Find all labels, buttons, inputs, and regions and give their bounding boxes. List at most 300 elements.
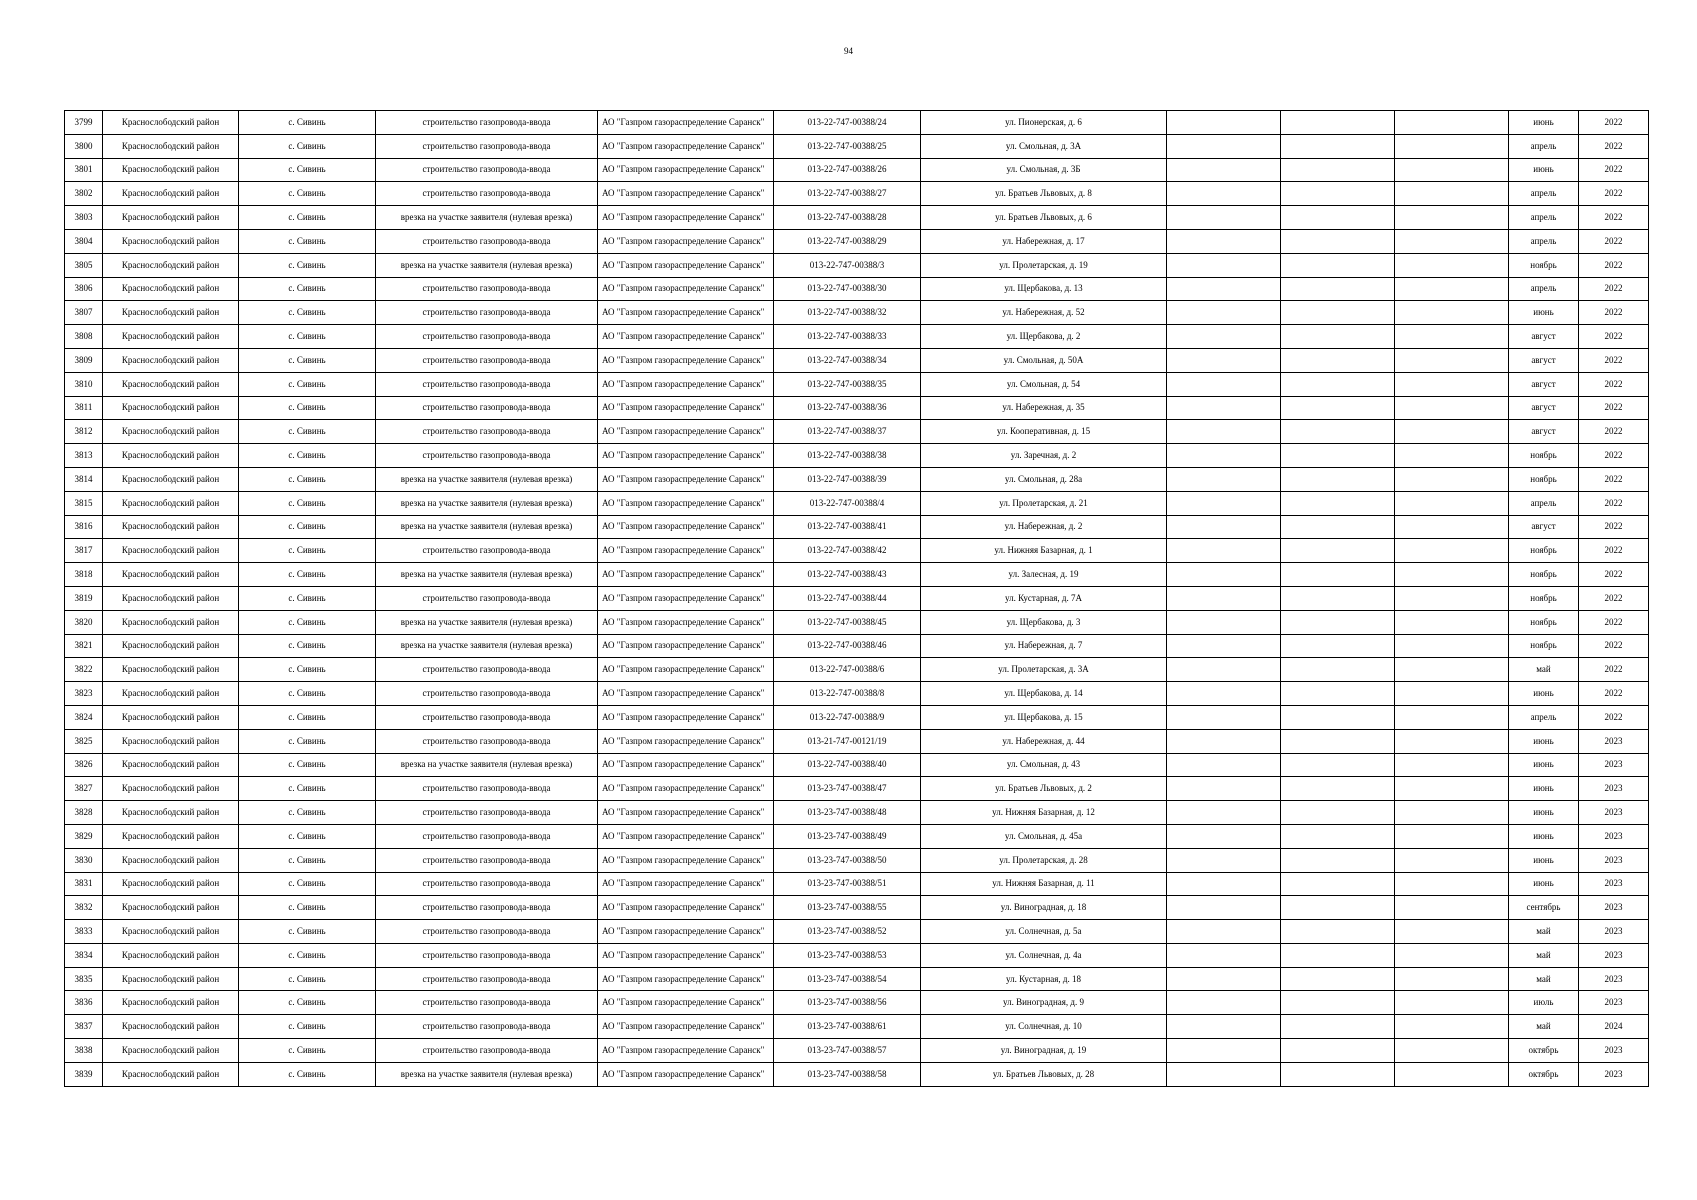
cell-work-type: строительство газопровода-ввода bbox=[376, 801, 598, 825]
cell-year: 2022 bbox=[1579, 563, 1649, 587]
cell-empty-col-3 bbox=[1395, 444, 1509, 468]
cell-empty-col-2 bbox=[1281, 563, 1395, 587]
cell-contract-number: 013-23-747-00388/47 bbox=[774, 777, 921, 801]
cell-empty-col-1 bbox=[1167, 920, 1281, 944]
cell-month: ноябрь bbox=[1509, 444, 1579, 468]
table-row bbox=[65, 586, 1649, 610]
table-body bbox=[65, 111, 1649, 1087]
cell-contract-number: 013-22-747-00388/40 bbox=[774, 753, 921, 777]
cell-empty-col-1 bbox=[1167, 444, 1281, 468]
cell-work-type: строительство газопровода-ввода bbox=[376, 134, 598, 158]
cell-contract-number: 013-22-747-00388/30 bbox=[774, 277, 921, 301]
cell-settlement: с. Сивинь bbox=[239, 111, 376, 135]
cell-contract-number: 013-23-747-00388/58 bbox=[774, 1062, 921, 1086]
table-row bbox=[65, 729, 1649, 753]
cell-row-number: 3819 bbox=[65, 586, 103, 610]
cell-empty-col-1 bbox=[1167, 848, 1281, 872]
cell-district: Краснослободский район bbox=[103, 277, 239, 301]
table-row bbox=[65, 801, 1649, 825]
cell-month: апрель bbox=[1509, 182, 1579, 206]
cell-row-number: 3816 bbox=[65, 515, 103, 539]
cell-empty-col-2 bbox=[1281, 348, 1395, 372]
cell-empty-col-3 bbox=[1395, 253, 1509, 277]
table-row bbox=[65, 658, 1649, 682]
cell-contract-number: 013-23-747-00388/56 bbox=[774, 991, 921, 1015]
cell-empty-col-1 bbox=[1167, 682, 1281, 706]
cell-year: 2022 bbox=[1579, 348, 1649, 372]
cell-empty-col-3 bbox=[1395, 515, 1509, 539]
cell-address: ул. Набережная, д. 7 bbox=[921, 634, 1167, 658]
cell-organization: АО "Газпром газораспределение Саранск" bbox=[598, 491, 774, 515]
cell-district: Краснослободский район bbox=[103, 801, 239, 825]
table-row bbox=[65, 991, 1649, 1015]
table-row bbox=[65, 182, 1649, 206]
cell-year: 2022 bbox=[1579, 682, 1649, 706]
cell-empty-col-1 bbox=[1167, 1015, 1281, 1039]
cell-empty-col-1 bbox=[1167, 586, 1281, 610]
table-row bbox=[65, 515, 1649, 539]
cell-address: ул. Щербакова, д. 14 bbox=[921, 682, 1167, 706]
cell-row-number: 3836 bbox=[65, 991, 103, 1015]
cell-empty-col-1 bbox=[1167, 1039, 1281, 1063]
cell-address: ул. Заречная, д. 2 bbox=[921, 444, 1167, 468]
cell-empty-col-3 bbox=[1395, 491, 1509, 515]
cell-contract-number: 013-22-747-00388/9 bbox=[774, 705, 921, 729]
cell-empty-col-2 bbox=[1281, 277, 1395, 301]
cell-contract-number: 013-23-747-00388/54 bbox=[774, 967, 921, 991]
cell-month: июль bbox=[1509, 991, 1579, 1015]
cell-contract-number: 013-23-747-00388/57 bbox=[774, 1039, 921, 1063]
cell-empty-col-1 bbox=[1167, 182, 1281, 206]
cell-empty-col-3 bbox=[1395, 729, 1509, 753]
cell-settlement: с. Сивинь bbox=[239, 610, 376, 634]
cell-organization: АО "Газпром газораспределение Саранск" bbox=[598, 467, 774, 491]
cell-address: ул. Нижняя Базарная, д. 11 bbox=[921, 872, 1167, 896]
cell-district: Краснослободский район bbox=[103, 610, 239, 634]
cell-work-type: врезка на участке заявителя (нулевая врезка) bbox=[376, 253, 598, 277]
cell-district: Краснослободский район bbox=[103, 372, 239, 396]
cell-year: 2022 bbox=[1579, 586, 1649, 610]
cell-settlement: с. Сивинь bbox=[239, 467, 376, 491]
cell-settlement: с. Сивинь bbox=[239, 348, 376, 372]
cell-empty-col-2 bbox=[1281, 896, 1395, 920]
table-row bbox=[65, 1062, 1649, 1086]
cell-year: 2023 bbox=[1579, 896, 1649, 920]
cell-year: 2023 bbox=[1579, 753, 1649, 777]
cell-empty-col-1 bbox=[1167, 967, 1281, 991]
cell-contract-number: 013-22-747-00388/39 bbox=[774, 467, 921, 491]
cell-contract-number: 013-22-747-00388/24 bbox=[774, 111, 921, 135]
cell-year: 2023 bbox=[1579, 920, 1649, 944]
cell-empty-col-1 bbox=[1167, 991, 1281, 1015]
cell-year: 2023 bbox=[1579, 848, 1649, 872]
cell-organization: АО "Газпром газораспределение Саранск" bbox=[598, 872, 774, 896]
cell-row-number: 3827 bbox=[65, 777, 103, 801]
cell-address: ул. Смольная, д. 3Б bbox=[921, 158, 1167, 182]
cell-year: 2022 bbox=[1579, 515, 1649, 539]
cell-work-type: врезка на участке заявителя (нулевая врезка) bbox=[376, 206, 598, 230]
cell-empty-col-1 bbox=[1167, 801, 1281, 825]
cell-district: Краснослободский район bbox=[103, 420, 239, 444]
table-row bbox=[65, 348, 1649, 372]
cell-address: ул. Смольная, д. 3А bbox=[921, 134, 1167, 158]
cell-year: 2022 bbox=[1579, 253, 1649, 277]
cell-organization: АО "Газпром газораспределение Саранск" bbox=[598, 753, 774, 777]
cell-empty-col-2 bbox=[1281, 729, 1395, 753]
cell-work-type: строительство газопровода-ввода bbox=[376, 348, 598, 372]
cell-settlement: с. Сивинь bbox=[239, 872, 376, 896]
cell-district: Краснослободский район bbox=[103, 943, 239, 967]
cell-empty-col-3 bbox=[1395, 777, 1509, 801]
cell-address: ул. Пролетарская, д. 19 bbox=[921, 253, 1167, 277]
cell-settlement: с. Сивинь bbox=[239, 206, 376, 230]
cell-address: ул. Кустарная, д. 7А bbox=[921, 586, 1167, 610]
cell-contract-number: 013-23-747-00388/61 bbox=[774, 1015, 921, 1039]
cell-year: 2022 bbox=[1579, 467, 1649, 491]
cell-empty-col-1 bbox=[1167, 253, 1281, 277]
cell-empty-col-1 bbox=[1167, 729, 1281, 753]
cell-month: апрель bbox=[1509, 229, 1579, 253]
cell-month: август bbox=[1509, 372, 1579, 396]
cell-empty-col-1 bbox=[1167, 396, 1281, 420]
cell-month: ноябрь bbox=[1509, 634, 1579, 658]
cell-district: Краснослободский район bbox=[103, 158, 239, 182]
cell-row-number: 3799 bbox=[65, 111, 103, 135]
cell-row-number: 3803 bbox=[65, 206, 103, 230]
table-row bbox=[65, 777, 1649, 801]
table-row bbox=[65, 372, 1649, 396]
cell-work-type: строительство газопровода-ввода bbox=[376, 1015, 598, 1039]
cell-address: ул. Кустарная, д. 18 bbox=[921, 967, 1167, 991]
cell-empty-col-2 bbox=[1281, 134, 1395, 158]
cell-empty-col-2 bbox=[1281, 634, 1395, 658]
cell-empty-col-3 bbox=[1395, 301, 1509, 325]
cell-row-number: 3823 bbox=[65, 682, 103, 706]
cell-address: ул. Виноградная, д. 9 bbox=[921, 991, 1167, 1015]
cell-empty-col-1 bbox=[1167, 896, 1281, 920]
cell-month: октябрь bbox=[1509, 1039, 1579, 1063]
cell-district: Краснослободский район bbox=[103, 348, 239, 372]
cell-empty-col-1 bbox=[1167, 229, 1281, 253]
cell-district: Краснослободский район bbox=[103, 325, 239, 349]
cell-contract-number: 013-22-747-00388/41 bbox=[774, 515, 921, 539]
cell-address: ул. Щербакова, д. 3 bbox=[921, 610, 1167, 634]
cell-year: 2023 bbox=[1579, 729, 1649, 753]
cell-empty-col-3 bbox=[1395, 1062, 1509, 1086]
cell-district: Краснослободский район bbox=[103, 658, 239, 682]
cell-empty-col-3 bbox=[1395, 753, 1509, 777]
cell-empty-col-3 bbox=[1395, 420, 1509, 444]
cell-district: Краснослободский район bbox=[103, 467, 239, 491]
cell-contract-number: 013-23-747-00388/49 bbox=[774, 824, 921, 848]
cell-year: 2022 bbox=[1579, 491, 1649, 515]
cell-empty-col-2 bbox=[1281, 753, 1395, 777]
table-row bbox=[65, 920, 1649, 944]
cell-contract-number: 013-22-747-00388/45 bbox=[774, 610, 921, 634]
cell-row-number: 3811 bbox=[65, 396, 103, 420]
cell-settlement: с. Сивинь bbox=[239, 896, 376, 920]
cell-contract-number: 013-23-747-00388/50 bbox=[774, 848, 921, 872]
cell-address: ул. Смольная, д. 43 bbox=[921, 753, 1167, 777]
cell-contract-number: 013-23-747-00388/48 bbox=[774, 801, 921, 825]
cell-empty-col-3 bbox=[1395, 158, 1509, 182]
cell-empty-col-3 bbox=[1395, 563, 1509, 587]
cell-settlement: с. Сивинь bbox=[239, 658, 376, 682]
table-row bbox=[65, 396, 1649, 420]
cell-district: Краснослободский район bbox=[103, 396, 239, 420]
cell-row-number: 3831 bbox=[65, 872, 103, 896]
cell-settlement: с. Сивинь bbox=[239, 967, 376, 991]
cell-empty-col-2 bbox=[1281, 801, 1395, 825]
cell-address: ул. Смольная, д. 45а bbox=[921, 824, 1167, 848]
cell-district: Краснослободский район bbox=[103, 515, 239, 539]
cell-work-type: строительство газопровода-ввода bbox=[376, 682, 598, 706]
cell-contract-number: 013-22-747-00388/6 bbox=[774, 658, 921, 682]
cell-row-number: 3826 bbox=[65, 753, 103, 777]
cell-organization: АО "Газпром газораспределение Саранск" bbox=[598, 372, 774, 396]
cell-work-type: строительство газопровода-ввода bbox=[376, 182, 598, 206]
cell-empty-col-2 bbox=[1281, 229, 1395, 253]
cell-organization: АО "Газпром газораспределение Саранск" bbox=[598, 682, 774, 706]
cell-organization: АО "Газпром газораспределение Саранск" bbox=[598, 253, 774, 277]
cell-empty-col-3 bbox=[1395, 920, 1509, 944]
cell-row-number: 3809 bbox=[65, 348, 103, 372]
cell-empty-col-2 bbox=[1281, 206, 1395, 230]
cell-empty-col-1 bbox=[1167, 372, 1281, 396]
cell-row-number: 3822 bbox=[65, 658, 103, 682]
cell-empty-col-3 bbox=[1395, 1039, 1509, 1063]
cell-empty-col-2 bbox=[1281, 943, 1395, 967]
cell-work-type: строительство газопровода-ввода bbox=[376, 229, 598, 253]
cell-settlement: с. Сивинь bbox=[239, 444, 376, 468]
cell-address: ул. Пролетарская, д. 28 bbox=[921, 848, 1167, 872]
cell-year: 2023 bbox=[1579, 1062, 1649, 1086]
table-row bbox=[65, 325, 1649, 349]
cell-contract-number: 013-23-747-00388/53 bbox=[774, 943, 921, 967]
cell-contract-number: 013-22-747-00388/34 bbox=[774, 348, 921, 372]
cell-organization: АО "Газпром газораспределение Саранск" bbox=[598, 111, 774, 135]
cell-row-number: 3800 bbox=[65, 134, 103, 158]
cell-row-number: 3805 bbox=[65, 253, 103, 277]
cell-empty-col-2 bbox=[1281, 658, 1395, 682]
cell-address: ул. Набережная, д. 44 bbox=[921, 729, 1167, 753]
cell-contract-number: 013-22-747-00388/26 bbox=[774, 158, 921, 182]
cell-organization: АО "Газпром газораспределение Саранск" bbox=[598, 301, 774, 325]
cell-empty-col-3 bbox=[1395, 396, 1509, 420]
cell-contract-number: 013-22-747-00388/37 bbox=[774, 420, 921, 444]
cell-address: ул. Пролетарская, д. 21 bbox=[921, 491, 1167, 515]
cell-work-type: строительство газопровода-ввода bbox=[376, 396, 598, 420]
cell-month: июнь bbox=[1509, 777, 1579, 801]
cell-settlement: с. Сивинь bbox=[239, 682, 376, 706]
cell-organization: АО "Газпром газораспределение Саранск" bbox=[598, 586, 774, 610]
cell-month: ноябрь bbox=[1509, 586, 1579, 610]
cell-district: Краснослободский район bbox=[103, 991, 239, 1015]
cell-district: Краснослободский район bbox=[103, 920, 239, 944]
cell-empty-col-2 bbox=[1281, 158, 1395, 182]
table-row bbox=[65, 111, 1649, 135]
cell-year: 2022 bbox=[1579, 206, 1649, 230]
cell-empty-col-2 bbox=[1281, 967, 1395, 991]
cell-settlement: с. Сивинь bbox=[239, 991, 376, 1015]
table-row bbox=[65, 610, 1649, 634]
table-row bbox=[65, 253, 1649, 277]
cell-empty-col-1 bbox=[1167, 348, 1281, 372]
cell-row-number: 3807 bbox=[65, 301, 103, 325]
cell-empty-col-3 bbox=[1395, 1015, 1509, 1039]
cell-organization: АО "Газпром газораспределение Саранск" bbox=[598, 848, 774, 872]
cell-empty-col-1 bbox=[1167, 301, 1281, 325]
cell-address: ул. Щербакова, д. 15 bbox=[921, 705, 1167, 729]
cell-work-type: строительство газопровода-ввода bbox=[376, 729, 598, 753]
cell-work-type: врезка на участке заявителя (нулевая врезка) bbox=[376, 753, 598, 777]
cell-month: май bbox=[1509, 967, 1579, 991]
cell-work-type: строительство газопровода-ввода bbox=[376, 967, 598, 991]
cell-contract-number: 013-21-747-00121/19 bbox=[774, 729, 921, 753]
cell-empty-col-1 bbox=[1167, 872, 1281, 896]
cell-month: август bbox=[1509, 515, 1579, 539]
cell-empty-col-3 bbox=[1395, 610, 1509, 634]
cell-settlement: с. Сивинь bbox=[239, 1039, 376, 1063]
cell-month: июнь bbox=[1509, 872, 1579, 896]
cell-settlement: с. Сивинь bbox=[239, 586, 376, 610]
cell-work-type: врезка на участке заявителя (нулевая врезка) bbox=[376, 515, 598, 539]
cell-settlement: с. Сивинь bbox=[239, 729, 376, 753]
cell-month: ноябрь bbox=[1509, 467, 1579, 491]
cell-district: Краснослободский район bbox=[103, 539, 239, 563]
cell-month: апрель bbox=[1509, 491, 1579, 515]
cell-year: 2022 bbox=[1579, 634, 1649, 658]
cell-year: 2024 bbox=[1579, 1015, 1649, 1039]
cell-settlement: с. Сивинь bbox=[239, 563, 376, 587]
cell-month: июнь bbox=[1509, 158, 1579, 182]
cell-empty-col-1 bbox=[1167, 206, 1281, 230]
cell-year: 2023 bbox=[1579, 824, 1649, 848]
cell-empty-col-3 bbox=[1395, 967, 1509, 991]
cell-month: ноябрь bbox=[1509, 563, 1579, 587]
cell-year: 2023 bbox=[1579, 777, 1649, 801]
cell-contract-number: 013-22-747-00388/25 bbox=[774, 134, 921, 158]
cell-empty-col-2 bbox=[1281, 325, 1395, 349]
cell-row-number: 3813 bbox=[65, 444, 103, 468]
cell-address: ул. Братьев Львовых, д. 6 bbox=[921, 206, 1167, 230]
cell-month: апрель bbox=[1509, 206, 1579, 230]
table-row bbox=[65, 539, 1649, 563]
cell-empty-col-3 bbox=[1395, 134, 1509, 158]
cell-row-number: 3814 bbox=[65, 467, 103, 491]
page-number: 94 bbox=[844, 46, 853, 56]
cell-district: Краснослободский район bbox=[103, 253, 239, 277]
cell-row-number: 3824 bbox=[65, 705, 103, 729]
cell-settlement: с. Сивинь bbox=[239, 396, 376, 420]
cell-work-type: строительство газопровода-ввода bbox=[376, 920, 598, 944]
cell-organization: АО "Газпром газораспределение Саранск" bbox=[598, 444, 774, 468]
cell-year: 2022 bbox=[1579, 372, 1649, 396]
cell-empty-col-3 bbox=[1395, 182, 1509, 206]
cell-organization: АО "Газпром газораспределение Саранск" bbox=[598, 396, 774, 420]
cell-work-type: строительство газопровода-ввода bbox=[376, 325, 598, 349]
cell-contract-number: 013-22-747-00388/27 bbox=[774, 182, 921, 206]
cell-empty-col-1 bbox=[1167, 658, 1281, 682]
cell-settlement: с. Сивинь bbox=[239, 134, 376, 158]
cell-address: ул. Щербакова, д. 13 bbox=[921, 277, 1167, 301]
cell-empty-col-1 bbox=[1167, 634, 1281, 658]
cell-work-type: врезка на участке заявителя (нулевая врезка) bbox=[376, 1062, 598, 1086]
cell-empty-col-3 bbox=[1395, 801, 1509, 825]
cell-settlement: с. Сивинь bbox=[239, 420, 376, 444]
cell-month: июнь bbox=[1509, 301, 1579, 325]
cell-contract-number: 013-22-747-00388/8 bbox=[774, 682, 921, 706]
cell-district: Краснослободский район bbox=[103, 682, 239, 706]
cell-address: ул. Пионерская, д. 6 bbox=[921, 111, 1167, 135]
cell-year: 2023 bbox=[1579, 801, 1649, 825]
cell-empty-col-3 bbox=[1395, 348, 1509, 372]
cell-district: Краснослободский район bbox=[103, 301, 239, 325]
cell-row-number: 3837 bbox=[65, 1015, 103, 1039]
cell-work-type: врезка на участке заявителя (нулевая врезка) bbox=[376, 610, 598, 634]
cell-organization: АО "Газпром газораспределение Саранск" bbox=[598, 277, 774, 301]
cell-contract-number: 013-22-747-00388/29 bbox=[774, 229, 921, 253]
cell-year: 2022 bbox=[1579, 444, 1649, 468]
cell-district: Краснослободский район bbox=[103, 206, 239, 230]
cell-year: 2022 bbox=[1579, 396, 1649, 420]
cell-month: май bbox=[1509, 920, 1579, 944]
table-row bbox=[65, 1039, 1649, 1063]
cell-contract-number: 013-22-747-00388/46 bbox=[774, 634, 921, 658]
cell-month: август bbox=[1509, 325, 1579, 349]
cell-empty-col-1 bbox=[1167, 158, 1281, 182]
cell-district: Краснослободский район bbox=[103, 729, 239, 753]
cell-settlement: с. Сивинь bbox=[239, 824, 376, 848]
cell-empty-col-1 bbox=[1167, 753, 1281, 777]
cell-contract-number: 013-23-747-00388/52 bbox=[774, 920, 921, 944]
cell-empty-col-1 bbox=[1167, 1062, 1281, 1086]
cell-address: ул. Кооперативная, д. 15 bbox=[921, 420, 1167, 444]
cell-work-type: врезка на участке заявителя (нулевая врезка) bbox=[376, 467, 598, 491]
cell-empty-col-1 bbox=[1167, 467, 1281, 491]
cell-organization: АО "Газпром газораспределение Саранск" bbox=[598, 539, 774, 563]
cell-address: ул. Нижняя Базарная, д. 1 bbox=[921, 539, 1167, 563]
cell-organization: АО "Газпром газораспределение Саранск" bbox=[598, 967, 774, 991]
cell-month: июнь bbox=[1509, 848, 1579, 872]
cell-district: Краснослободский район bbox=[103, 563, 239, 587]
cell-month: июнь bbox=[1509, 824, 1579, 848]
cell-organization: АО "Газпром газораспределение Саранск" bbox=[598, 705, 774, 729]
cell-month: июнь bbox=[1509, 753, 1579, 777]
cell-organization: АО "Газпром газораспределение Саранск" bbox=[598, 991, 774, 1015]
cell-district: Краснослободский район bbox=[103, 134, 239, 158]
cell-settlement: с. Сивинь bbox=[239, 801, 376, 825]
cell-empty-col-2 bbox=[1281, 1015, 1395, 1039]
cell-organization: АО "Газпром газораспределение Саранск" bbox=[598, 420, 774, 444]
cell-year: 2023 bbox=[1579, 991, 1649, 1015]
cell-district: Краснослободский район bbox=[103, 444, 239, 468]
cell-address: ул. Смольная, д. 54 bbox=[921, 372, 1167, 396]
cell-empty-col-3 bbox=[1395, 991, 1509, 1015]
cell-empty-col-1 bbox=[1167, 111, 1281, 135]
table-row bbox=[65, 967, 1649, 991]
cell-empty-col-3 bbox=[1395, 848, 1509, 872]
cell-row-number: 3838 bbox=[65, 1039, 103, 1063]
table-row bbox=[65, 563, 1649, 587]
table-row bbox=[65, 848, 1649, 872]
cell-organization: АО "Газпром газораспределение Саранск" bbox=[598, 777, 774, 801]
cell-year: 2022 bbox=[1579, 301, 1649, 325]
cell-row-number: 3830 bbox=[65, 848, 103, 872]
cell-work-type: врезка на участке заявителя (нулевая врезка) bbox=[376, 491, 598, 515]
cell-empty-col-3 bbox=[1395, 943, 1509, 967]
cell-address: ул. Братьев Львовых, д. 2 bbox=[921, 777, 1167, 801]
